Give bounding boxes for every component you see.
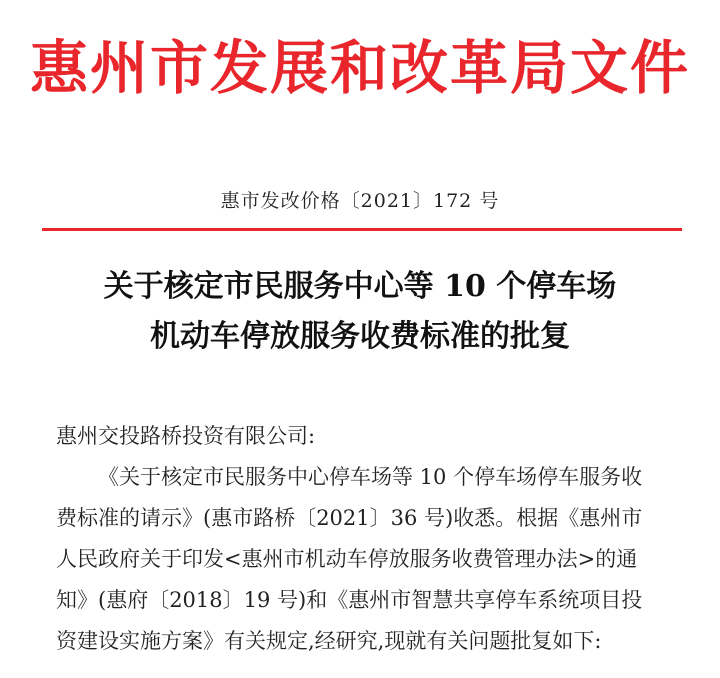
document-number: 惠市发改价格〔2021〕172 号 [220, 190, 500, 212]
body-paragraph [56, 457, 676, 662]
salutation: 惠州交投路桥投资有限公司: [56, 424, 316, 448]
document-title-line: 关于核定市民服务中心等 10 个停车场 [103, 269, 617, 304]
document-title-line: 机动车停放服务收费标准的批复 [150, 319, 570, 354]
body-line: 资建设实施方案》有关规定,经研究,现就有关问题批复如下: [56, 629, 602, 653]
body-line: 知》(惠府〔2018〕19 号)和《惠州市智慧共享停车系统项目投 [56, 588, 643, 612]
body-line: 费标准的请示》(惠市路桥〔2021〕36 号)收悉。根据《惠州市 [56, 506, 643, 530]
document-header-title: 惠州市发展和改革局文件 [29, 34, 690, 102]
red-divider-line [42, 228, 682, 231]
body-line: 人民政府关于印发<惠州市机动车停放服务收费管理办法>的通 [56, 547, 638, 571]
body-line: 《关于核定市民服务中心停车场等 10 个停车场停车服务收 [98, 465, 643, 489]
document-body [56, 416, 676, 662]
document-title [0, 262, 720, 362]
